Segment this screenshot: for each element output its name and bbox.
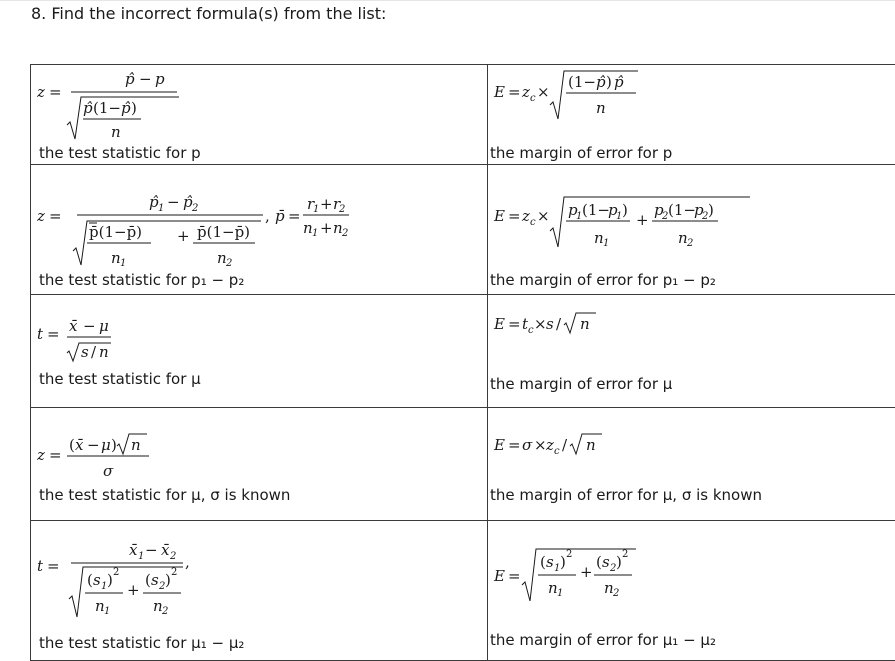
svg-text:s: s [151,571,159,589]
svg-text:n: n [548,579,558,597]
svg-text:2: 2 [191,203,198,214]
top-divider [0,0,895,1]
svg-text:c: c [530,93,536,104]
svg-text:2: 2 [566,549,572,560]
formula-E-mean-known-sigma [492,410,712,460]
svg-text:2: 2 [622,549,628,560]
caption-margin-error-p: the margin of error for p [490,144,672,162]
formula-t-two-means [37,523,237,633]
svg-text:): ) [107,571,113,589]
svg-text:2: 2 [169,551,176,562]
svg-text:−: − [87,436,100,454]
svg-text:n: n [678,229,688,247]
svg-text:p: p [608,201,618,219]
svg-text:,: , [265,207,270,225]
formula-table [30,64,895,661]
svg-text:2: 2 [686,238,693,249]
svg-text:): ) [622,201,628,219]
svg-text:n: n [594,229,604,247]
svg-text:=: = [47,557,60,575]
svg-text:(: ( [69,436,75,454]
svg-text:s: s [602,553,610,571]
svg-text:−: − [145,541,158,559]
svg-text:E: E [493,315,505,333]
svg-text:(1−: (1− [582,201,610,219]
svg-text:z: z [545,436,554,454]
svg-text:p̄: p̄ [275,207,285,225]
svg-text:1: 1 [554,563,560,574]
svg-text:/: / [562,436,568,454]
svg-text:n: n [303,219,313,237]
svg-text:−: − [167,193,180,211]
svg-text:μ: μ [101,436,111,454]
svg-text:z: z [521,207,530,225]
svg-text:2: 2 [609,563,616,574]
svg-text:p̂: p̂ [121,99,131,117]
svg-text:1: 1 [138,551,144,562]
svg-text:2: 2 [661,211,668,222]
formula-cell-E-two-means [488,521,895,661]
svg-text:): ) [165,571,171,589]
caption-margin-error-mean: the margin of error for μ [490,375,672,393]
svg-text:×: × [537,207,550,225]
svg-text:1: 1 [576,211,582,222]
svg-text:p̄(1−p̄): p̄(1−p̄) [197,223,250,241]
svg-text:+: + [127,581,140,599]
svg-text:=: = [508,436,521,454]
svg-text:1: 1 [158,203,164,214]
formula-cell-E-mean [488,295,895,408]
svg-text:2: 2 [701,211,708,222]
svg-text:+: + [320,195,333,213]
svg-text:1: 1 [104,606,110,617]
caption-test-statistic-mean-known-sigma: the test statistic for μ, σ is known [39,486,290,504]
svg-text:2: 2 [113,567,119,578]
svg-text:1: 1 [101,581,107,592]
svg-text:1: 1 [313,204,319,215]
svg-text:μ: μ [99,317,109,335]
svg-text:p̂: p̂ [614,73,624,91]
svg-text:=: = [508,315,521,333]
svg-text:s: s [81,343,89,361]
svg-text:p̂: p̂ [183,193,193,211]
formula-t-mean [37,297,177,367]
svg-text:c: c [530,217,536,228]
svg-text:t: t [37,325,44,343]
table-row [31,408,895,521]
svg-text:p: p [654,201,664,219]
svg-text:×: × [534,315,547,333]
formula-cell-E-two-proportions [488,165,895,295]
svg-text:E: E [493,207,505,225]
svg-text:(1−: (1− [668,201,696,219]
svg-text:+: + [580,563,593,581]
svg-text:−: − [139,70,152,88]
svg-text:x̄: x̄ [129,541,138,559]
svg-text:p̂: p̂ [125,70,135,88]
svg-text:p: p [155,70,165,88]
svg-text:+: + [177,227,190,245]
svg-text:=: = [49,446,62,464]
caption-test-statistic-mean: the test statistic for μ [39,370,201,388]
formula-cell-z-mean-known-sigma [31,408,488,521]
table-row [31,295,895,408]
svg-text:r: r [307,195,315,213]
svg-text:): ) [111,436,117,454]
svg-text:r: r [333,195,341,213]
svg-text:−: − [83,317,96,335]
svg-text:1: 1 [312,228,318,239]
svg-text:n: n [217,249,227,267]
svg-text:+: + [636,211,649,229]
svg-text:(: ( [145,571,151,589]
svg-text:×: × [534,436,547,454]
svg-text:/: / [556,315,562,333]
svg-text:2: 2 [158,581,165,592]
formula-cell-t-two-means [31,521,488,661]
svg-text:2: 2 [225,258,232,267]
formula-z-proportion [37,67,237,147]
svg-text:2: 2 [161,606,168,617]
svg-text:c: c [554,446,560,457]
formula-cell-t-mean [31,295,488,408]
formula-E-two-means [492,523,712,613]
svg-text:1: 1 [616,211,622,222]
formula-cell-z-proportion [31,65,488,165]
table-row [31,65,895,165]
svg-text:(: ( [87,571,93,589]
svg-text:σ: σ [522,436,533,454]
svg-text:s: s [93,571,101,589]
svg-text:p: p [568,201,578,219]
svg-text:n: n [95,597,105,615]
svg-text:=: = [508,567,521,585]
svg-text:=: = [288,207,301,225]
svg-text:E: E [493,567,505,585]
svg-text:1: 1 [557,588,563,599]
svg-text:×: × [537,83,550,101]
svg-text:c: c [528,325,534,336]
table-row [31,165,895,295]
formula-E-mean [492,297,712,347]
svg-text:z: z [37,446,45,464]
svg-text:n: n [131,436,141,454]
caption-margin-error-two-means: the margin of error for μ₁ − μ₂ [490,631,716,649]
svg-text:z: z [521,83,530,101]
formula-z-mean-known-sigma [37,410,217,490]
formula-cell-E-mean-known-sigma [488,408,895,521]
svg-text:σ: σ [103,462,114,480]
svg-text:=: = [508,83,521,101]
svg-text:p: p [694,201,704,219]
svg-text:): ) [606,73,612,91]
svg-text:s: s [546,553,554,571]
svg-text:E: E [493,436,505,454]
svg-text:2: 2 [171,567,177,578]
svg-text:n: n [604,579,614,597]
svg-text:p̄(1−p̄): p̄(1−p̄) [89,223,142,241]
svg-text:s: s [546,315,554,333]
svg-text:/: / [91,343,97,361]
caption-test-statistic-p: the test statistic for p [39,144,201,162]
svg-text:n: n [153,597,163,615]
svg-text:x̄: x̄ [75,436,84,454]
svg-text:1: 1 [603,238,609,249]
svg-text:=: = [49,207,62,225]
formula-z-two-proportions [37,167,357,267]
svg-text:+: + [320,219,333,237]
svg-text:n: n [111,249,121,267]
svg-text:z: z [37,207,45,225]
svg-text:): ) [708,201,714,219]
caption-test-statistic-two-means: the test statistic for μ₁ − μ₂ [39,634,244,652]
caption-margin-error-mean-known-sigma: the margin of error for μ, σ is known [490,486,762,504]
caption-margin-error-two-proportions: the margin of error for p₁ − p₂ [490,271,716,289]
svg-text:t: t [522,315,529,333]
formula-E-proportion [492,67,712,127]
svg-text:2: 2 [338,204,345,215]
table-row [31,521,895,661]
formula-cell-E-proportion [488,65,895,165]
svg-text:x̄: x̄ [69,317,78,335]
caption-test-statistic-two-proportions: the test statistic for p₁ − p₂ [39,271,244,289]
svg-text:x̄: x̄ [161,541,170,559]
svg-text:=: = [49,83,62,101]
svg-text:=: = [47,325,60,343]
svg-text:=: = [508,207,521,225]
svg-text:(1−: (1− [568,73,596,91]
svg-text:): ) [560,553,566,571]
svg-text:p̂: p̂ [83,99,93,117]
svg-text:(: ( [596,553,602,571]
svg-text:1: 1 [120,258,126,267]
svg-text:(1−: (1− [93,99,121,117]
svg-text:2: 2 [612,588,619,599]
formula-E-two-proportions [492,167,792,257]
svg-text:n: n [580,315,590,333]
svg-text:(: ( [540,553,546,571]
svg-text:E: E [493,83,505,101]
svg-text:z: z [37,83,45,101]
svg-text:n: n [586,436,596,454]
svg-text:p̂: p̂ [596,73,606,91]
svg-text:): ) [131,99,137,117]
svg-text:n: n [111,123,121,141]
svg-text:2: 2 [341,228,348,239]
svg-text:n: n [333,219,343,237]
svg-text:p̂: p̂ [149,193,159,211]
svg-text:n: n [596,99,606,117]
formula-cell-z-two-proportions [31,165,488,295]
svg-text:t: t [37,557,44,575]
svg-text:n: n [99,343,109,361]
question-title: 8. Find the incorrect formula(s) from the list: [31,4,386,23]
svg-text:): ) [616,553,622,571]
svg-text:,: , [185,553,190,571]
